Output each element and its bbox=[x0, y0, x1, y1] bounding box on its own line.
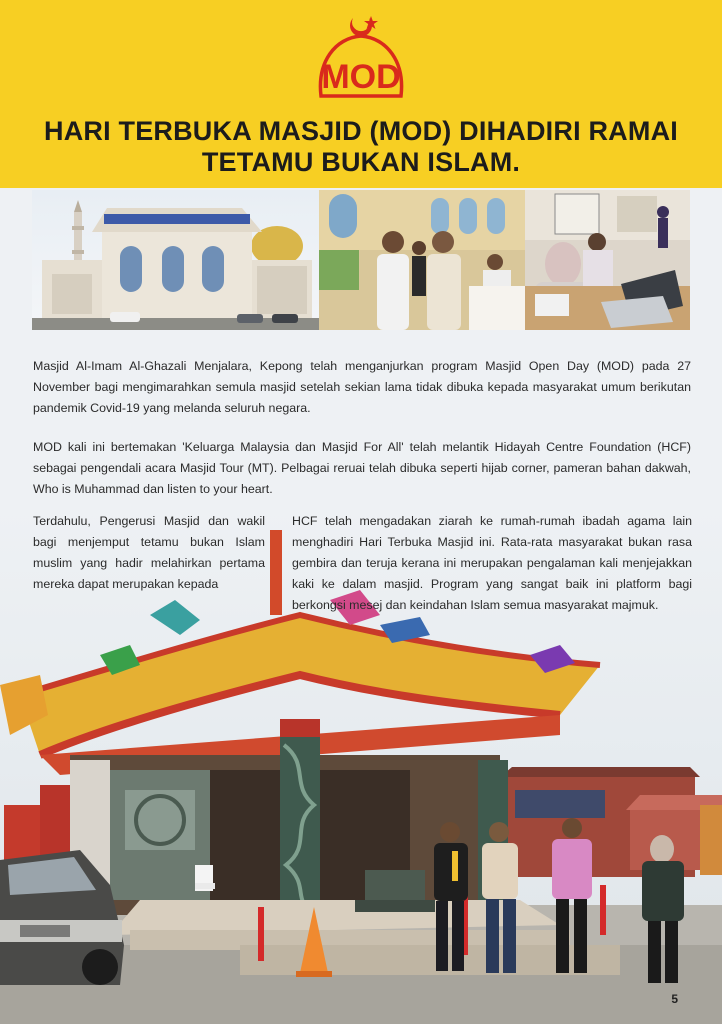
page-number: 5 bbox=[671, 992, 678, 1006]
registration-photo bbox=[525, 190, 690, 330]
header-band bbox=[0, 0, 722, 188]
article-paragraph-3-left: Terdahulu, Pengerusi Masjid dan wakil bagi menjemput tetamu bukan Islam muslim yang hadir melahirkan pertama mereka dapat merupakan kepada bbox=[33, 514, 265, 591]
title-line-1: HARI TERBUKA MASJID (MOD) DIHADIRI RAMAI bbox=[44, 116, 678, 146]
photo-strip bbox=[32, 190, 690, 330]
article-paragraph-1: Masjid Al-Imam Al-Ghazali Menjalara, Kepong telah menganjurkan program Masjid Open Day (MOD) pada 27 November bagi mengimarahkan semula masjid setelah sekian lama tidak dibuka kepada masyarakat umum berikutan pandemik Covid-19 yang melanda seluruh negara. bbox=[33, 359, 691, 415]
svg-text:MOD: MOD bbox=[321, 58, 401, 96]
visitors-photo bbox=[319, 190, 525, 330]
title-line-2: TETAMU BUKAN ISLAM. bbox=[201, 147, 521, 177]
article-paragraph-2: MOD kali ini bertemakan 'Keluarga Malaysia dan Masjid For All' telah melantik Hidayah Centre Foundation (HCF) sebagai pengendali acara Masjid Tour (MT). Pelbagai reruai telah dibuka seperti hijab corner, pameran bahan dakwah, Who is Muhammad dan listen to your heart. bbox=[33, 440, 691, 496]
mod-logo bbox=[313, 14, 409, 106]
mosque-exterior-photo bbox=[32, 190, 319, 330]
page-title bbox=[20, 116, 702, 178]
article-paragraph-3-right: HCF telah mengadakan ziarah ke rumah-rumah ibadah agama lain menghadiri Hari Terbuka Masjid ini. Rata-rata masyarakat bukan rasa gembira dan teruja kerana ini merupakan pengalaman kali menjejakkan kaki ke dalam masjid. Program yang sangat baik ini platform bagi berkongsi mesej dan keindahan Islam semua masyarakat majmuk. bbox=[292, 514, 692, 612]
